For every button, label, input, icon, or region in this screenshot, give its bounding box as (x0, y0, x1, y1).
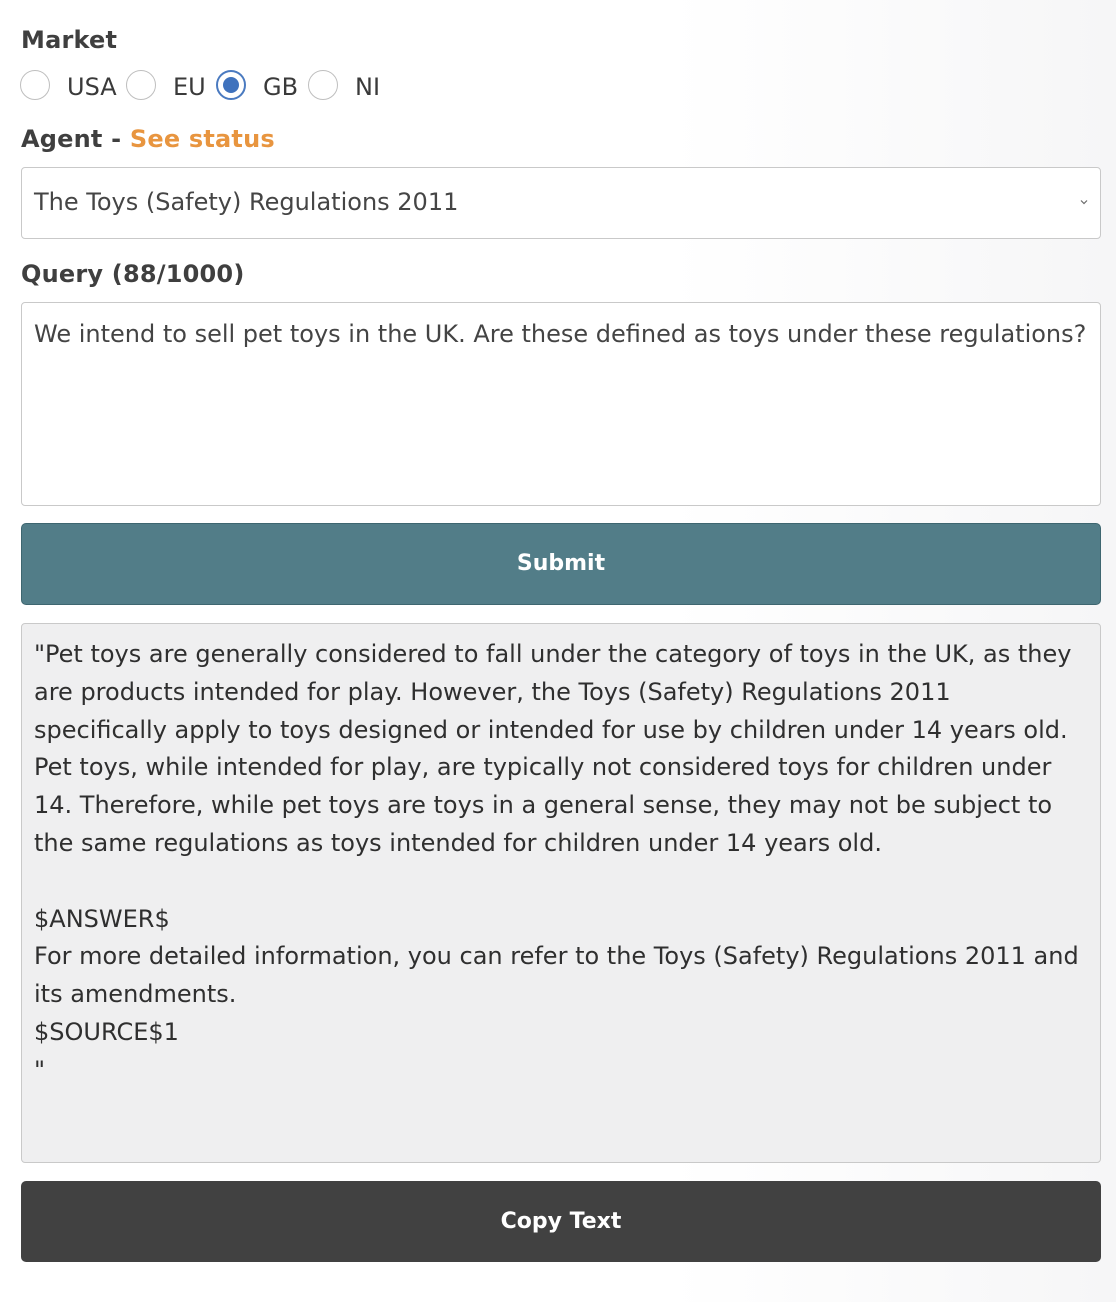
query-textarea[interactable]: We intend to sell pet toys in the UK. Are these defined as toys under these regulations? (21, 302, 1101, 506)
radio-label-gb[interactable]: GB (263, 73, 299, 101)
radio-eu[interactable] (126, 70, 156, 100)
market-radio-group (20, 70, 620, 104)
query-label: Query (88/1000) (21, 260, 245, 288)
market-label: Market (21, 26, 118, 54)
agent-label (21, 125, 275, 153)
answer-output: "Pet toys are generally considered to fall under the category of toys in the UK, as they are products intended for play. However, the Toys (Safety) Regulations 2011 specifically apply to toys designed or intended for use by children under 14 years old. Pet toys, while intended for play, are typically not considered toys for children under 14. Therefore, while pet toys are toys in a general sense, they may not be subject to the same regulations as toys intended for children under 14 years old. $ANSWER$ For more detailed information, you can refer to the Toys (Safety) Regulations 2011 and its amendments. $SOURCE$1 " (21, 623, 1101, 1163)
submit-button[interactable]: Submit (21, 523, 1101, 605)
see-status-link[interactable]: See status (129, 125, 275, 153)
radio-label-ni[interactable]: NI (355, 73, 381, 101)
agent-select-value: The Toys (Safety) Regulations 2011 (34, 188, 459, 216)
agent-select[interactable] (21, 167, 1101, 239)
radio-gb[interactable] (216, 70, 246, 100)
radio-label-usa[interactable]: USA (67, 73, 117, 101)
radio-ni[interactable] (308, 70, 338, 100)
copy-text-button[interactable]: Copy Text (21, 1181, 1101, 1262)
radio-usa[interactable] (20, 70, 50, 100)
chevron-down-icon (1080, 198, 1088, 206)
agent-label-text: Agent - (21, 125, 130, 153)
radio-label-eu[interactable]: EU (173, 73, 206, 101)
